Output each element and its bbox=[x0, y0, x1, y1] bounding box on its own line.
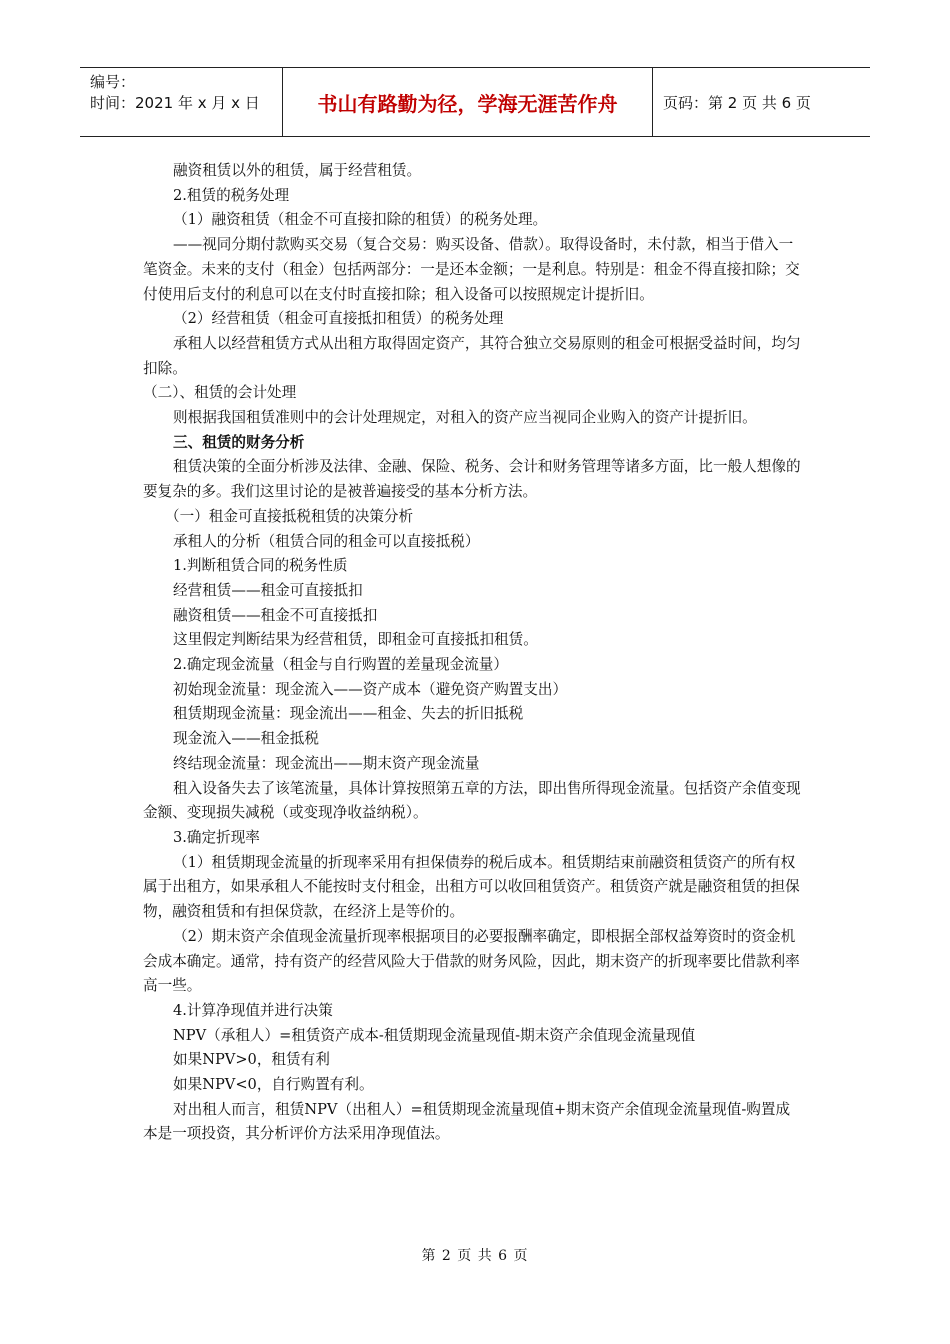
body-paragraph: 2.确定现金流量（租金与自行购置的差量现金流量） bbox=[173, 656, 508, 674]
header-page-number: 页码：第 2 页 共 6 页 bbox=[663, 93, 811, 112]
body-paragraph: 2.租赁的税务处理 bbox=[173, 186, 290, 204]
body-paragraph: 三、租赁的财务分析 bbox=[173, 433, 305, 451]
body-paragraph: 租入设备失去了该笔流量，具体计算按照第五章的方法，即出售所得现金流量。包括资产余值变现金额、变现损失减税（或变现净收益纳税）。 bbox=[143, 779, 801, 822]
page-footer: 第 2 页 共 6 页 bbox=[421, 1248, 529, 1264]
body-paragraph: 融资租赁以外的租赁，属于经营租赁。 bbox=[173, 162, 422, 179]
body-paragraph: 1.判断租赁合同的税务性质 bbox=[173, 557, 348, 575]
body-paragraph: （2）经营租赁（租金可直接抵扣租赁）的税务处理 bbox=[173, 310, 504, 328]
body-paragraph: （一）租金可直接抵税租赁的决策分析 bbox=[165, 507, 414, 525]
body-paragraph: 4.计算净现值并进行决策 bbox=[173, 1001, 333, 1019]
body-paragraph: 这里假定判断结果为经营租赁，即租金可直接抵扣租赁。 bbox=[173, 631, 538, 649]
body-paragraph: 承租人的分析（租赁合同的租金可以直接抵税） bbox=[173, 532, 480, 550]
body-paragraph: 如果NPV>0，租赁有利 bbox=[173, 1051, 330, 1069]
body-paragraph: 现金流入——租金抵税 bbox=[173, 730, 319, 748]
body-paragraph: 则根据我国租赁准则中的会计处理规定，对租入的资产应当视同企业购入的资产计提折旧。 bbox=[173, 409, 757, 427]
body-paragraph: NPV（承租人）=租赁资产成本-租赁期现金流量现值-期末资产余值现金流量现值 bbox=[173, 1026, 696, 1044]
body-paragraph: 租赁决策的全面分析涉及法律、金融、保险、税务、会计和财务管理等诸多方面，比一般人想像的要复杂的多。我们这里讨论的是被普遍接受的基本分析方法。 bbox=[143, 458, 801, 501]
document-number-label: 编号： bbox=[90, 73, 136, 91]
header-motto: 书山有路勤为径，学海无涯苦作舟 bbox=[283, 68, 653, 136]
body-paragraph: 初始现金流量：现金流入——资产成本（避免资产购置支出） bbox=[173, 680, 568, 698]
body-paragraph: 经营租赁——租金可直接抵扣 bbox=[173, 581, 363, 599]
body-paragraph: 终结现金流量：现金流出——期末资产现金流量 bbox=[173, 754, 480, 772]
body-paragraph: 承租人以经营租赁方式从出租方取得固定资产，其符合独立交易原则的租金可根据受益时间，均匀扣除。 bbox=[143, 334, 801, 377]
body-paragraph: 租赁期现金流量：现金流出——租金、失去的折旧抵税 bbox=[173, 705, 524, 723]
body-paragraph: 对出租人而言，租赁NPV（出租人）=租赁期现金流量现值+期末资产余值现金流量现值-购置成本是一项投资，其分析评价方法采用净现值法。 bbox=[143, 1100, 791, 1143]
body-paragraph: （二）、租赁的会计处理 bbox=[143, 384, 297, 402]
body-paragraph: ——视同分期付款购买交易（复合交易：购买设备、借款）。取得设备时，未付款，相当于借入一笔资金。未来的支付（租金）包括两部分：一是还本金额；一是利息。特别是：租金不得直接扣除；交付使用后支付的利息可以在支付时直接扣除；租入设备可以按照规定计提折旧。 bbox=[143, 236, 800, 303]
document-body bbox=[143, 159, 803, 1147]
page-header bbox=[80, 67, 870, 137]
body-paragraph: （1）租赁期现金流量的折现率采用有担保债券的税后成本。租赁期结束前融资租赁资产的所有权属于出租方，如果承租人不能按时支付租金，出租方可以收回租赁资产。租赁资产就是融资租赁的担保物，融资租赁和有担保贷款，在经济上是等价的。 bbox=[143, 853, 800, 921]
body-paragraph: 如果NPV<0，自行购置有利。 bbox=[173, 1076, 374, 1094]
header-meta bbox=[80, 68, 283, 136]
document-date: 时间：2021 年 x 月 x 日 bbox=[90, 94, 260, 112]
body-paragraph: （2）期末资产余值现金流量折现率根据项目的必要报酬率确定，即根据全部权益筹资时的资金机会成本确定。通常，持有资产的经营风险大于借款的财务风险，因此，期末资产的折现率要比借款利率高一些。 bbox=[143, 927, 800, 995]
body-paragraph: 3.确定折现率 bbox=[173, 828, 260, 846]
body-paragraph: （1）融资租赁（租金不可直接扣除的租赁）的税务处理。 bbox=[173, 211, 548, 229]
body-paragraph: 融资租赁——租金不可直接抵扣 bbox=[173, 606, 378, 624]
